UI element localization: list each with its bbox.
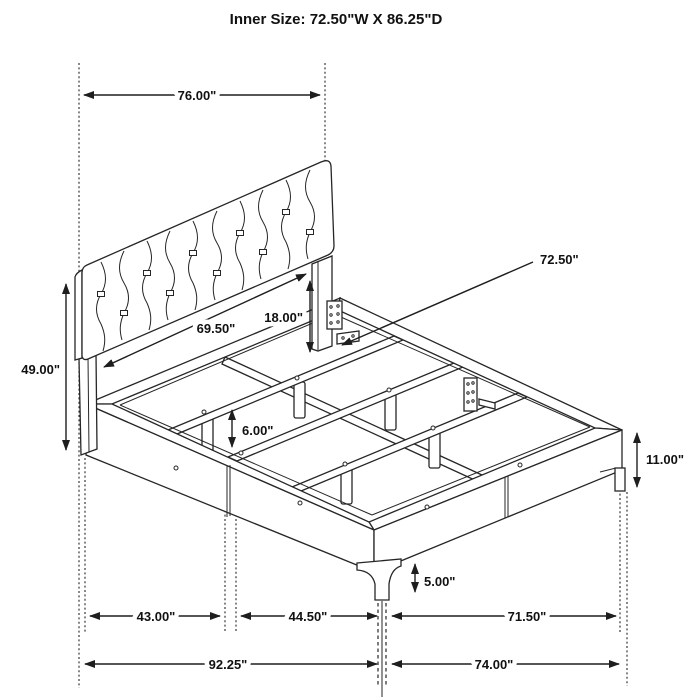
dim-label-overall-length: 92.25" (208, 657, 248, 672)
dimension-annotations (21, 88, 684, 672)
front-corner-leg (357, 559, 401, 600)
dim-label-overall-height: 49.00" (21, 362, 60, 377)
dim-label-inner-width: 72.50" (540, 252, 579, 267)
bed-frame-drawing (86, 298, 625, 600)
dim-label-overall-width: 76.00" (177, 88, 217, 103)
dim-label-headboard-width: 69.50" (196, 321, 236, 336)
dim-label-panel-height: 18.00" (264, 310, 303, 325)
dim-label-head-section: 43.00" (136, 609, 176, 624)
dim-label-frame-length: 74.00" (474, 657, 514, 672)
dim-label-mid-section: 44.50" (288, 609, 328, 624)
dim-label-rail-height: 11.00" (646, 452, 684, 467)
dim-label-slat-leg-height: 6.00" (242, 423, 274, 438)
dim-label-corner-leg: 5.00" (424, 574, 456, 589)
dim-label-side-rail: 71.50" (507, 609, 547, 624)
diagram-title: Inner Size: 72.50"W X 86.25"D (229, 11, 443, 28)
